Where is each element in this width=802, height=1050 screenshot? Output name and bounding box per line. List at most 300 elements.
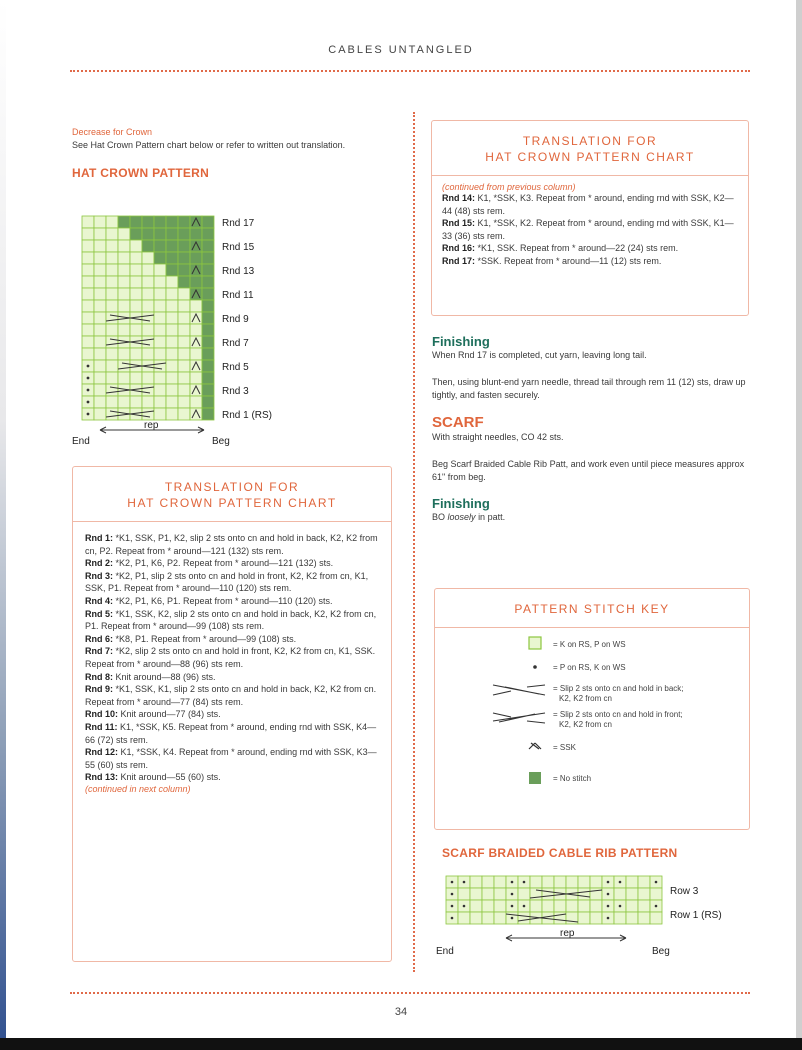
chart-cell — [190, 324, 202, 336]
round-label: Rnd 11: — [85, 721, 121, 732]
left-round-10 — [85, 708, 379, 721]
chart-cell — [82, 228, 94, 240]
scarf-cell — [638, 876, 650, 888]
top-dotted-rule — [70, 70, 750, 72]
round-text: *K1, SSK, K1, slip 2 sts onto cn and hold in back, K2, K2 from cn. Repeat from * around—77 (84) sts rem. — [85, 684, 377, 707]
scarf-text-2: Beg Scarf Braided Cable Rib Patt, and work even until piece measures approx 61" from beg. — [432, 459, 745, 482]
scarf-braided-chart — [436, 868, 746, 964]
scarf-cell — [614, 912, 626, 924]
chart-end-label: End — [72, 436, 90, 447]
round-label: Rnd 5: — [85, 608, 116, 619]
chart-cell — [130, 252, 142, 264]
chart-cell — [94, 240, 106, 252]
chart-cell — [202, 228, 214, 240]
round-label: Rnd 12: — [85, 747, 121, 758]
chart-cell — [154, 372, 166, 384]
chart-purl-dot — [87, 389, 90, 392]
chart-cell — [94, 408, 106, 420]
scarf-purl-dot — [607, 917, 610, 920]
round-label: Rnd 8: — [85, 671, 116, 682]
key-ssk-symbol — [529, 743, 541, 749]
chart-cell — [106, 336, 118, 348]
scarf-cell — [542, 900, 554, 912]
round-text: *K2, P1, K6, P1. Repeat from * around—110 (120) sts. — [115, 595, 333, 606]
chart-cell — [202, 384, 214, 396]
chart-cell — [154, 252, 166, 264]
chart-cell — [202, 408, 214, 420]
chart-cell — [94, 396, 106, 408]
round-label: Rnd 14: — [442, 193, 478, 203]
round-label: Rnd 2: — [85, 558, 116, 569]
left-round-11 — [85, 721, 379, 746]
chart-cell — [154, 384, 166, 396]
chart-round-label: Rnd 7 — [222, 338, 249, 349]
chart-cell — [118, 324, 130, 336]
scarf-purl-dot — [655, 881, 658, 884]
scarf-text-1: With straight needles, CO 42 sts. — [432, 432, 564, 442]
chart-cell — [166, 276, 178, 288]
chart-cell — [154, 408, 166, 420]
chart-cell — [106, 408, 118, 420]
chart-cell — [130, 396, 142, 408]
chart-cell — [202, 240, 214, 252]
scarf-cell — [578, 876, 590, 888]
chart-cell — [94, 276, 106, 288]
chart-cell — [202, 300, 214, 312]
scarf-cell — [518, 912, 530, 924]
book-spine-edge — [0, 0, 6, 1050]
chart-cell — [130, 216, 142, 228]
chart-cell — [82, 240, 94, 252]
chart-cell — [82, 336, 94, 348]
finishing2-italic: loosely — [447, 512, 476, 522]
chart-cell — [178, 252, 190, 264]
scarf-purl-dot — [511, 917, 514, 920]
scarf-cell — [626, 876, 638, 888]
chart-cell — [82, 312, 94, 324]
key-front-cable-symbol — [493, 713, 545, 723]
chart-cell — [82, 252, 94, 264]
chart-cell — [154, 264, 166, 276]
chart-cell — [106, 312, 118, 324]
scarf-cell — [590, 900, 602, 912]
chart-cell — [154, 336, 166, 348]
chart-cell — [130, 228, 142, 240]
scarf-cell — [470, 888, 482, 900]
scarf-cell — [482, 912, 494, 924]
chart-cell — [118, 300, 130, 312]
chart-cell — [82, 348, 94, 360]
chart-round-label: Rnd 17 — [222, 218, 255, 229]
page-right-edge — [796, 0, 802, 1050]
chart-cell — [94, 264, 106, 276]
chart-cell — [94, 312, 106, 324]
scarf-cell — [650, 888, 662, 900]
scarf-cell — [626, 888, 638, 900]
chart-cell — [154, 228, 166, 240]
left-round-9 — [85, 683, 379, 708]
continued-note: (continued in next column) — [85, 783, 191, 794]
chart-cell — [142, 372, 154, 384]
chart-round-label: Rnd 11 — [222, 290, 254, 301]
scarf-cell — [578, 912, 590, 924]
scarf-cell — [578, 900, 590, 912]
scarf-cell — [590, 876, 602, 888]
chart-purl-dot — [87, 365, 90, 368]
chart-cell — [94, 300, 106, 312]
chart-cell — [154, 348, 166, 360]
chart-cell — [154, 288, 166, 300]
round-label: Rnd 3: — [85, 570, 116, 581]
chart-cell — [166, 228, 178, 240]
key-item-4a: = Slip 2 sts onto cn and hold in front; — [553, 710, 683, 719]
scarf-purl-dot — [523, 881, 526, 884]
round-label: Rnd 16: — [442, 243, 478, 254]
chart-cell — [142, 324, 154, 336]
round-label: Rnd 17: — [442, 255, 478, 266]
key-back-cable-symbol — [493, 685, 545, 695]
chart-cell — [190, 276, 202, 288]
chart-cell — [190, 348, 202, 360]
chart-cell — [130, 324, 142, 336]
chart-cell — [166, 288, 178, 300]
key-item-2: = P on RS, K on WS — [553, 663, 626, 672]
chart-cell — [142, 252, 154, 264]
round-text: K1, *SSK, K5. Repeat from * around, ending rnd with SSK, K4—66 (72) sts rem. — [85, 721, 377, 745]
chart-cell — [178, 288, 190, 300]
translation-title-1: TRANSLATION FOR — [164, 480, 300, 494]
scarf-purl-dot — [511, 893, 514, 896]
chart-cell — [130, 276, 142, 288]
chart-cell — [166, 348, 178, 360]
chart-cell — [118, 396, 130, 408]
chart-cell — [142, 300, 154, 312]
chart-cell — [118, 288, 130, 300]
chart-cell — [142, 348, 154, 360]
translation-title-2: HAT CROWN PATTERN CHART — [127, 496, 337, 510]
round-text: *K2, P1, K6, P2. Repeat from * around—121 (132) sts. — [115, 558, 334, 569]
key-purl-symbol — [533, 665, 537, 669]
translation-box-left — [72, 466, 392, 962]
chart-rep-label: rep — [144, 420, 159, 431]
scarf-purl-dot — [463, 881, 466, 884]
chart-cell — [142, 336, 154, 348]
chart-cell — [178, 276, 190, 288]
chart-cell — [166, 240, 178, 252]
chart-cell — [130, 264, 142, 276]
scarf-cell — [494, 888, 506, 900]
chart-cell — [166, 336, 178, 348]
hat-crown-title: HAT CROWN PATTERN — [72, 166, 210, 180]
pattern-stitch-key-box — [434, 588, 750, 830]
scarf-purl-dot — [451, 881, 454, 884]
scarf-purl-dot — [451, 905, 454, 908]
chart-cell — [166, 384, 178, 396]
scarf-purl-dot — [511, 905, 514, 908]
scarf-heading: SCARF — [432, 414, 484, 431]
chart-round-label: Rnd 15 — [222, 242, 255, 253]
scarf-cell — [482, 876, 494, 888]
chart-cell — [94, 348, 106, 360]
chart-cell — [190, 372, 202, 384]
hat-crown-chart — [72, 212, 312, 452]
right-round-1 — [442, 192, 738, 217]
chart-cell — [154, 300, 166, 312]
chart-cell — [106, 228, 118, 240]
scarf-cell — [470, 912, 482, 924]
round-text: Knit around—88 (96) sts. — [115, 671, 216, 682]
chart-cell — [94, 216, 106, 228]
scarf-cell — [590, 912, 602, 924]
scarf-cell — [518, 888, 530, 900]
chart-cell — [106, 240, 118, 252]
chart-cell — [166, 216, 178, 228]
chart-cell — [154, 396, 166, 408]
chart-cell — [94, 288, 106, 300]
chart-cell — [178, 228, 190, 240]
key-knit-symbol — [529, 637, 541, 649]
decrease-heading: Decrease for Crown — [72, 127, 153, 137]
left-round-7 — [85, 645, 379, 670]
chart-cell — [142, 384, 154, 396]
chart-cell — [118, 348, 130, 360]
round-text: *K2, P1, slip 2 sts onto cn and hold in front, K2, K2 from cn, K1, SSK, P1. Repeat from * around—110 (120) sts rem. — [85, 570, 369, 594]
chart-cell — [142, 312, 154, 324]
chart-cell — [178, 372, 190, 384]
chart-cell — [178, 240, 190, 252]
scarf-beg-label: Beg — [652, 946, 670, 957]
chart-round-label: Rnd 1 (RS) — [222, 410, 273, 421]
scarf-cell — [578, 888, 590, 900]
chart-round-label: Rnd 9 — [222, 314, 249, 325]
chart-cell — [142, 264, 154, 276]
round-label: Rnd 7: — [85, 646, 116, 657]
chart-cell — [178, 336, 190, 348]
chart-cell — [118, 216, 130, 228]
chart-cell — [106, 348, 118, 360]
key-item-5: = SSK — [553, 743, 576, 752]
chart-cell — [118, 240, 130, 252]
left-round-8 — [85, 671, 379, 684]
chart-cell — [202, 324, 214, 336]
scarf-cell — [530, 900, 542, 912]
key-title: PATTERN STITCH KEY — [514, 602, 670, 616]
key-item-3b: K2, K2 from cn — [559, 694, 612, 703]
round-text: *K1, SSK, K2, slip 2 sts onto cn and hold in back, K2, K2 from cn, P1. Repeat from * around—99 (108) sts rem. — [85, 608, 377, 632]
chart-round-label: Rnd 5 — [222, 362, 249, 373]
chart-cell — [190, 396, 202, 408]
right-round-4 — [442, 255, 738, 268]
scarf-row-label: Row 3 — [670, 886, 699, 897]
round-text: *K8, P1. Repeat from * around—99 (108) sts. — [115, 633, 297, 644]
scarf-cell — [650, 912, 662, 924]
chart-cell — [202, 348, 214, 360]
scarf-cell — [638, 888, 650, 900]
left-rounds-list — [73, 522, 391, 784]
chart-cell — [202, 312, 214, 324]
chart-cell — [82, 276, 94, 288]
chart-cell — [82, 264, 94, 276]
scarf-purl-dot — [451, 917, 454, 920]
chart-cell — [154, 276, 166, 288]
chart-cell — [130, 240, 142, 252]
decrease-text: See Hat Crown Pattern chart below or refer to written out translation. — [72, 140, 346, 150]
chart-cell — [178, 264, 190, 276]
scarf-cell — [542, 888, 554, 900]
scarf-purl-dot — [607, 905, 610, 908]
left-round-6 — [85, 633, 379, 646]
finishing2-text — [432, 511, 748, 524]
chart-cell — [178, 348, 190, 360]
chart-cell — [154, 240, 166, 252]
chart-cell — [142, 240, 154, 252]
key-item-4b: K2, K2 from cn — [559, 720, 612, 729]
scarf-purl-dot — [523, 905, 526, 908]
key-item-1: = K on RS, P on WS — [553, 640, 626, 649]
chart-cell — [118, 264, 130, 276]
chart-cell — [178, 408, 190, 420]
chart-cell — [178, 324, 190, 336]
scarf-cell — [482, 900, 494, 912]
chart-cell — [202, 276, 214, 288]
chart-cell — [190, 228, 202, 240]
chart-cell — [178, 360, 190, 372]
chart-cell — [178, 300, 190, 312]
chart-cell — [130, 300, 142, 312]
chart-cell — [106, 300, 118, 312]
chart-cell — [202, 336, 214, 348]
scarf-cell — [614, 888, 626, 900]
round-label: Rnd 13: — [85, 772, 121, 783]
key-title-rule — [435, 627, 749, 628]
chart-cell — [94, 252, 106, 264]
scarf-cell — [638, 900, 650, 912]
running-head: CABLES UNTANGLED — [328, 44, 474, 56]
scarf-row-label: Row 1 (RS) — [670, 910, 722, 921]
chart-cell — [142, 288, 154, 300]
scarf-purl-dot — [451, 893, 454, 896]
chart-cell — [142, 396, 154, 408]
chart-cell — [118, 360, 130, 372]
chart-cell — [166, 408, 178, 420]
scarf-chart-title: SCARF BRAIDED CABLE RIB PATTERN — [442, 846, 678, 860]
finishing-text-1: When Rnd 17 is completed, cut yarn, leaving long tail. — [432, 350, 647, 360]
chart-cell — [154, 216, 166, 228]
chart-cell — [130, 288, 142, 300]
chart-cell — [202, 264, 214, 276]
chart-cell — [130, 372, 142, 384]
chart-cell — [166, 252, 178, 264]
chart-cell — [166, 300, 178, 312]
scarf-cell — [566, 876, 578, 888]
chart-cell — [118, 252, 130, 264]
scarf-cell — [638, 912, 650, 924]
round-text: *SSK. Repeat from * around—11 (12) sts rem. — [477, 255, 662, 266]
chart-cell — [154, 360, 166, 372]
round-label: Rnd 1: — [85, 533, 116, 543]
chart-cell — [94, 336, 106, 348]
scarf-cell — [494, 912, 506, 924]
chart-cell — [178, 384, 190, 396]
chart-cell — [82, 288, 94, 300]
chart-cell — [106, 360, 118, 372]
chart-cell — [190, 300, 202, 312]
scarf-cell — [458, 912, 470, 924]
translation-title-1-right: TRANSLATION FOR — [522, 134, 658, 148]
chart-cell — [106, 252, 118, 264]
finishing2-heading: Finishing — [432, 496, 490, 511]
chart-cell — [178, 216, 190, 228]
round-text: *K2, slip 2 sts onto cn and hold in front, K2, K2 from cn, K1, SSK. Repeat from * around—88 (96) sts rem. — [85, 646, 376, 669]
scarf-cell — [482, 888, 494, 900]
chart-cell — [106, 216, 118, 228]
scarf-cell — [626, 900, 638, 912]
chart-cell — [202, 396, 214, 408]
chart-purl-dot — [87, 413, 90, 416]
left-round-2 — [85, 557, 379, 570]
chart-cell — [166, 360, 178, 372]
left-round-3 — [85, 570, 379, 595]
round-label: Rnd 10: — [85, 709, 121, 720]
decrease-section — [72, 126, 392, 180]
round-text: *K1, SSK, P1, K2, slip 2 sts onto cn and hold in back, K2, K2 from cn, P2. Repeat from * around—121 (132) sts rem. — [85, 533, 378, 556]
chart-purl-dot — [87, 401, 90, 404]
chart-cell — [106, 384, 118, 396]
key-item-3a: = Slip 2 sts onto cn and hold in back; — [553, 684, 684, 693]
scarf-purl-dot — [607, 893, 610, 896]
scarf-cell — [494, 900, 506, 912]
chart-cell — [82, 300, 94, 312]
chart-cell — [94, 372, 106, 384]
scarf-cell — [470, 876, 482, 888]
finishing-heading: Finishing — [432, 334, 490, 349]
chart-round-label: Rnd 13 — [222, 266, 255, 277]
page-number: 34 — [394, 1006, 408, 1018]
scan-bottom-edge — [0, 1038, 802, 1050]
chart-cell — [202, 216, 214, 228]
chart-cell — [202, 252, 214, 264]
key-item-6: = No stitch — [553, 774, 592, 783]
chart-cell — [202, 372, 214, 384]
chart-cell — [94, 384, 106, 396]
chart-cell — [142, 228, 154, 240]
right-round-3 — [442, 242, 738, 255]
chart-cell — [166, 372, 178, 384]
chart-cell — [142, 216, 154, 228]
chart-cell — [106, 288, 118, 300]
left-round-1 — [85, 532, 379, 557]
chart-cell — [178, 312, 190, 324]
chart-round-label: Rnd 3 — [222, 386, 249, 397]
scarf-purl-dot — [511, 881, 514, 884]
key-symbols — [435, 629, 749, 829]
scarf-cell — [626, 912, 638, 924]
scarf-rep-label: rep — [560, 928, 575, 939]
round-text: Knit around—77 (84) sts. — [120, 709, 221, 720]
chart-cell — [154, 312, 166, 324]
round-text: K1, *SSK, K3. Repeat from * around, ending rnd with SSK, K2—44 (48) sts rem. — [442, 193, 734, 216]
round-text: K1, *SSK, K4. Repeat from * around, ending rnd with SSK, K3—55 (60) sts rem. — [85, 747, 377, 770]
chart-cell — [118, 276, 130, 288]
chart-cell — [82, 216, 94, 228]
chart-cell — [94, 228, 106, 240]
round-text: K1, *SSK, K2. Repeat from * around, ending rnd with SSK, K1—33 (36) sts rem. — [442, 218, 734, 241]
scarf-cell — [566, 900, 578, 912]
scarf-end-label: End — [436, 946, 454, 957]
right-round-2 — [442, 217, 738, 242]
translation-box-right — [431, 120, 749, 316]
continued-from-note: (continued from previous column) — [442, 182, 576, 192]
